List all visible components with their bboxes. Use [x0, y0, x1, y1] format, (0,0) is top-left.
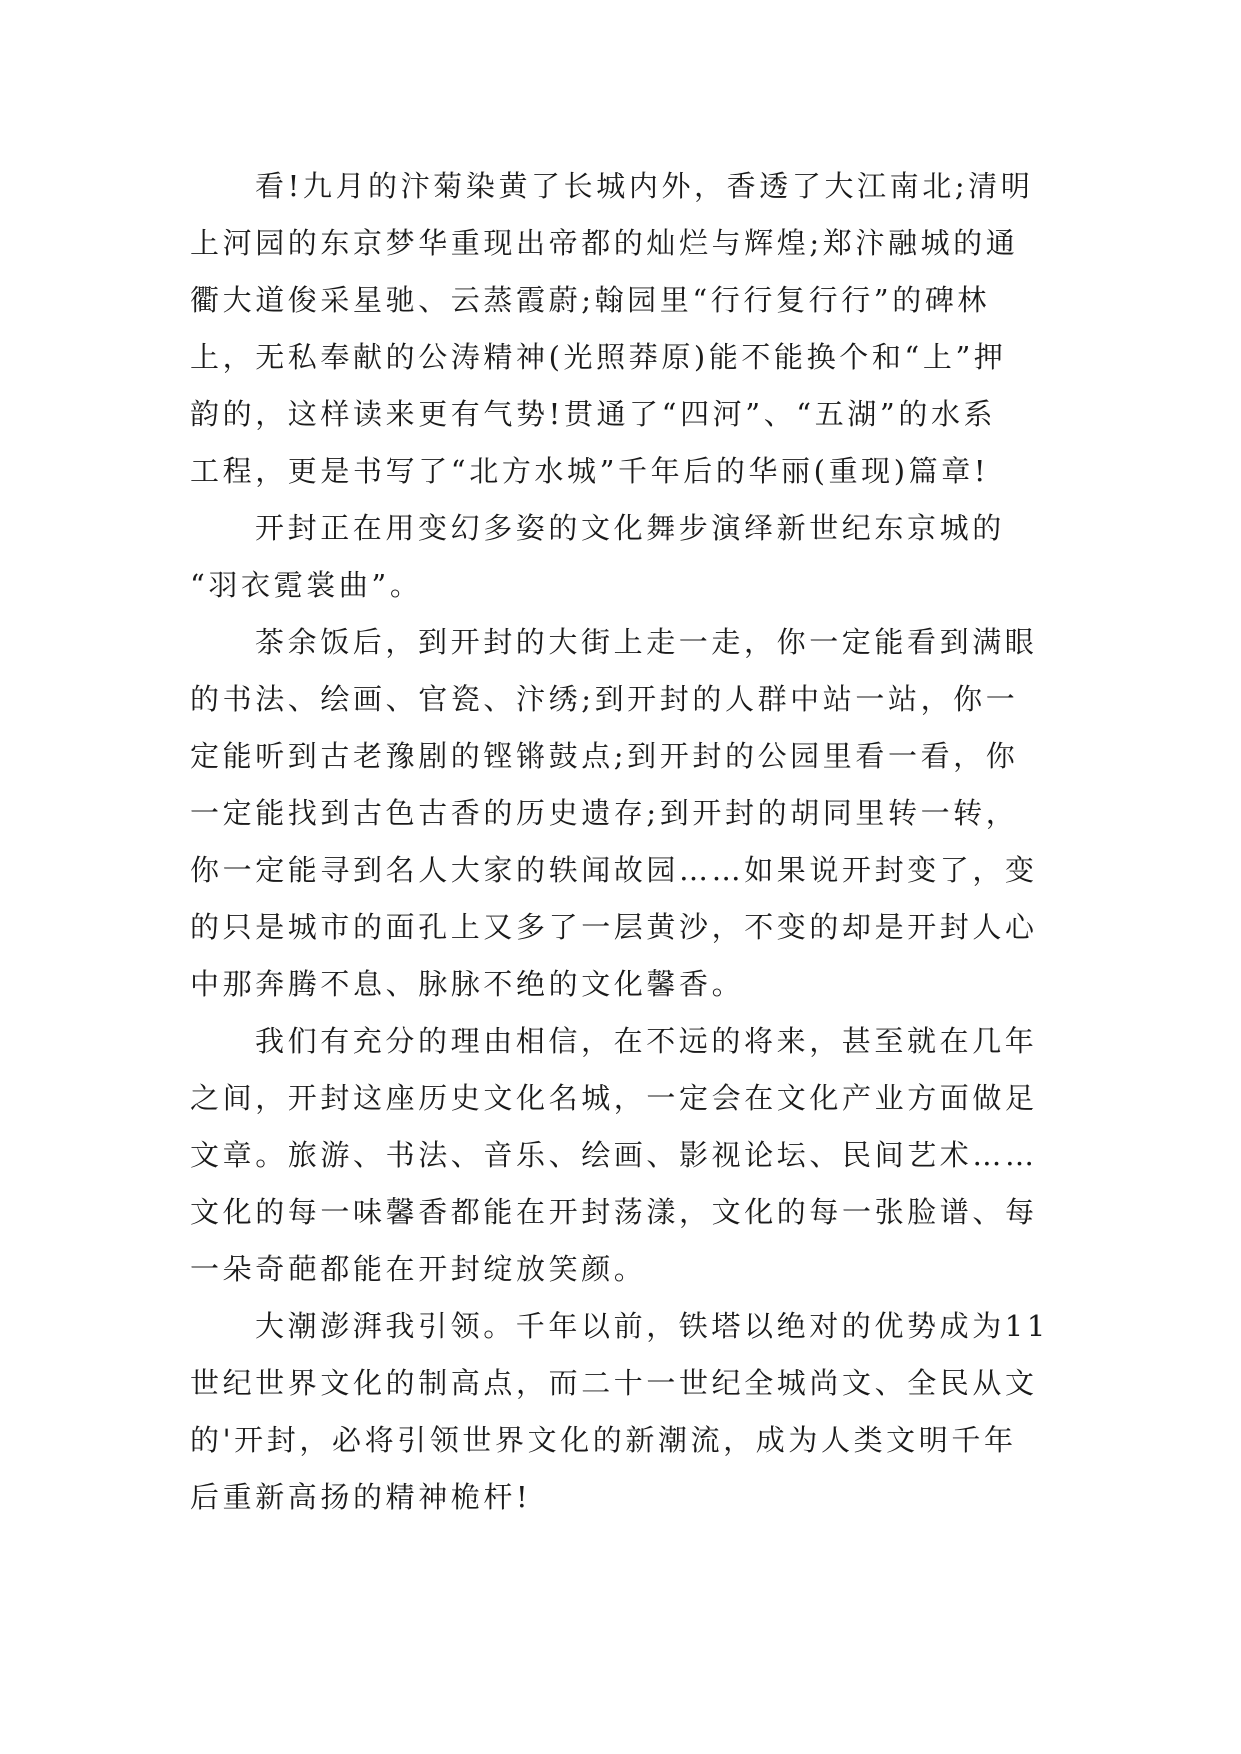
- text-line: 大潮澎湃我引领。千年以前，铁塔以绝对的优势成为11: [255, 1309, 1049, 1343]
- text-line: 上，无私奉献的公涛精神(光照莽原)能不能换个和“上”押: [190, 340, 1007, 374]
- text-line: 衢大道俊采星驰、云蒸霞蔚;翰园里“行行复行行”的碑林: [190, 283, 991, 317]
- text-line: 的'开封，必将引领世界文化的新潮流，成为人类文明千年: [190, 1423, 1017, 1457]
- text-line: 你一定能寻到名人大家的轶闻故园……如果说开封变了，变: [190, 853, 1038, 887]
- text-line: 定能听到古老豫剧的铿锵鼓点;到开封的公园里看一看，你: [190, 739, 1019, 773]
- text-line: 开封正在用变幻多姿的文化舞步演绎新世纪东京城的: [255, 511, 1005, 545]
- text-line: 世纪世界文化的制高点，而二十一世纪全城尚文、全民从文: [190, 1366, 1038, 1400]
- text-line: “羽衣霓裳曲”。: [190, 568, 423, 602]
- text-line: 的书法、绘画、官瓷、汴绣;到开封的人群中站一站，你一: [190, 682, 1019, 716]
- text-line: 文章。旅游、书法、音乐、绘画、影视论坛、民间艺术……: [190, 1138, 1038, 1172]
- text-line: 上河园的东京梦华重现出帝都的灿烂与辉煌;郑汴融城的通: [190, 226, 1019, 260]
- text-line: 之间，开封这座历史文化名城，一定会在文化产业方面做足: [190, 1081, 1038, 1115]
- text-line: 韵的，这样读来更有气势!贯通了“四河”、“五湖”的水系: [190, 397, 997, 431]
- paragraph-2: [190, 500, 1050, 614]
- paragraph-1: [190, 158, 1050, 500]
- text-line: 中那奔腾不息、脉脉不绝的文化馨香。: [190, 967, 745, 1001]
- text-line: 的只是城市的面孔上又多了一层黄沙，不变的却是开封人心: [190, 910, 1038, 944]
- text-line: 文化的每一味馨香都能在开封荡漾，文化的每一张脸谱、每: [190, 1195, 1038, 1229]
- text-line: 我们有充分的理由相信，在不远的将来，甚至就在几年: [255, 1024, 1038, 1058]
- text-line: 看!九月的汴菊染黄了长城内外，香透了大江南北;清明: [255, 169, 1034, 203]
- text-line: 茶余饭后，到开封的大街上走一走，你一定能看到满眼: [255, 625, 1038, 659]
- text-line: 后重新高扬的精神桅杆!: [190, 1480, 532, 1514]
- paragraph-5: [190, 1298, 1050, 1526]
- text-line: 一定能找到古色古香的历史遗存;到开封的胡同里转一转，: [190, 796, 1019, 830]
- paragraph-3: [190, 614, 1050, 1013]
- document-body: [190, 158, 1050, 1526]
- paragraph-4: [190, 1013, 1050, 1298]
- text-line: 一朵奇葩都能在开封绽放笑颜。: [190, 1252, 647, 1286]
- text-line: 工程，更是书写了“北方水城”千年后的华丽(重现)篇章!: [190, 454, 990, 488]
